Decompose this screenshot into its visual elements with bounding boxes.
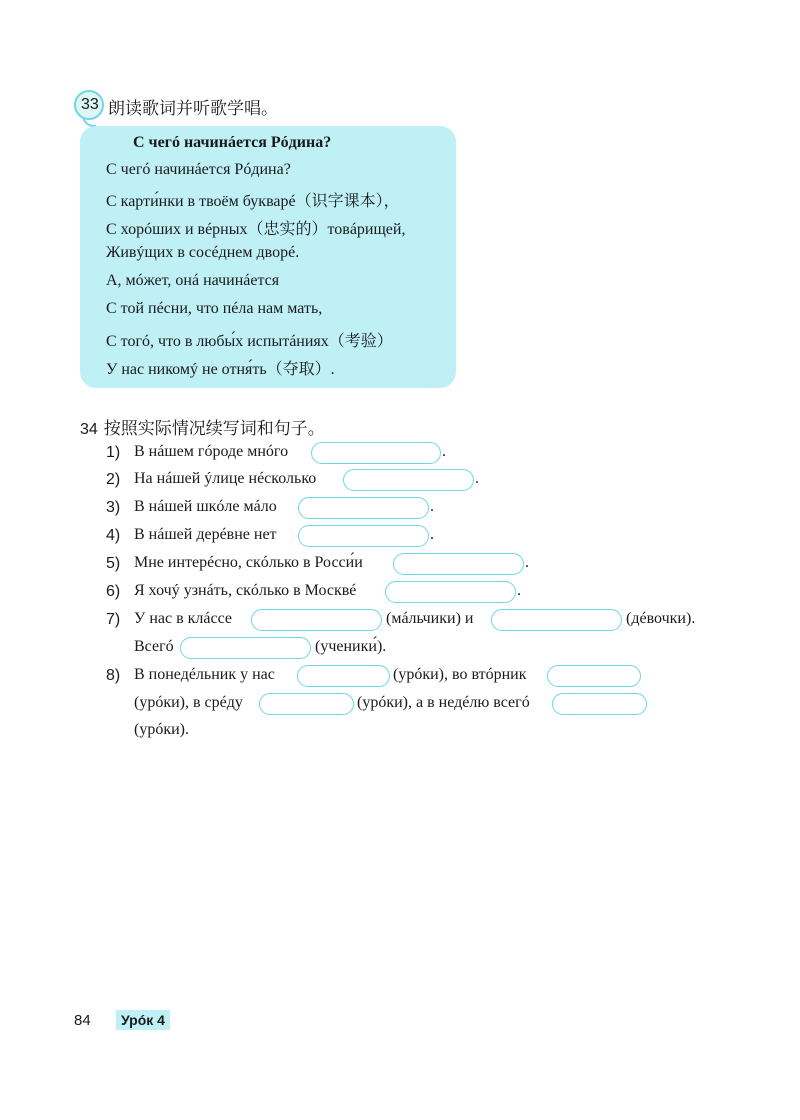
- exercise-34-number: 34: [80, 421, 98, 438]
- poem-line: У нас никомý не отня́ть（夺取）.: [106, 361, 335, 378]
- answer-blank[interactable]: [552, 693, 647, 715]
- answer-blank[interactable]: [297, 665, 390, 687]
- answer-blank[interactable]: [311, 442, 441, 464]
- item-hint: (мáльчики) и: [386, 610, 474, 627]
- item-number: 3): [106, 499, 121, 516]
- item-hint: (урóки), во втóрник: [393, 666, 527, 683]
- poem-line: С хорóших и вéрных（忠实的）товáрищей,: [106, 221, 406, 238]
- item-end: .: [430, 498, 434, 515]
- exercise-34-heading: [80, 414, 325, 439]
- item-end: .: [517, 582, 521, 599]
- item-hint: (урóки), а в недéлю всегó: [357, 694, 530, 711]
- exercise-33-instruction: 朗读歌词并听歌学唱。: [108, 99, 278, 118]
- item-text: В понедéльник у нас: [134, 666, 275, 683]
- poem-line: С той пéсни, что пéла нам мать,: [106, 300, 323, 317]
- item-number: 4): [106, 527, 121, 544]
- answer-blank[interactable]: [491, 609, 622, 631]
- item-end: .: [442, 443, 446, 460]
- answer-blank[interactable]: [298, 525, 429, 547]
- item-hint: (дéвочки).: [626, 610, 696, 627]
- item-number: 2): [106, 471, 121, 488]
- answer-blank[interactable]: [385, 581, 516, 603]
- item-hint: (ученики́).: [315, 638, 387, 655]
- answer-blank[interactable]: [547, 665, 641, 687]
- item-text: Мне интерéсно, скóлько в Росси́и: [134, 554, 363, 571]
- item-text: (урóки).: [134, 721, 189, 738]
- item-text: В нáшем гóроде мнóго: [134, 443, 289, 460]
- item-number: 1): [106, 444, 121, 461]
- item-number: 7): [106, 611, 121, 628]
- page-number: 84: [74, 1012, 91, 1029]
- exercise-33-number: 33: [81, 96, 99, 113]
- item-text: На нáшей ýлице нéсколько: [134, 470, 317, 487]
- item-text: У нас в клáссе: [134, 610, 233, 627]
- answer-blank[interactable]: [393, 553, 524, 575]
- poem-line: С карти́нки в твоём букварé（识字课本），: [106, 193, 400, 210]
- item-end: .: [525, 554, 529, 571]
- answer-blank[interactable]: [298, 497, 429, 519]
- item-text: В нáшей шкóле мáло: [134, 498, 277, 515]
- poem-line: А, мóжет, онá начинáется: [106, 272, 280, 289]
- poem-line: С чегó начинáется Рóдина?: [106, 161, 291, 178]
- lesson-label: Урóк 4: [116, 1010, 170, 1030]
- exercise-33-badge: [74, 90, 104, 120]
- item-text: (урóки), в срéду: [134, 694, 243, 711]
- answer-blank[interactable]: [180, 637, 311, 659]
- item-number: 5): [106, 555, 121, 572]
- item-text: В нáшей дерéвне нет: [134, 526, 277, 543]
- answer-blank[interactable]: [251, 609, 382, 631]
- answer-blank[interactable]: [259, 693, 354, 715]
- item-number: 8): [106, 667, 121, 684]
- item-number: 6): [106, 583, 121, 600]
- answer-blank[interactable]: [343, 469, 474, 491]
- poem-line: Живýщих в сосéднем дворé.: [106, 244, 300, 261]
- item-end: .: [475, 470, 479, 487]
- poem-title: С чегó начинáется Рóдина?: [133, 134, 332, 151]
- item-text: Я хочý узнáть, скóлько в Москвé: [134, 582, 357, 599]
- item-text: Всегó: [134, 638, 174, 655]
- poem-line: С тогó, что в любы́х испытáниях（考验）: [106, 333, 393, 350]
- exercise-34-instruction: 按照实际情况续写词和句子。: [103, 419, 325, 438]
- item-end: .: [430, 526, 434, 543]
